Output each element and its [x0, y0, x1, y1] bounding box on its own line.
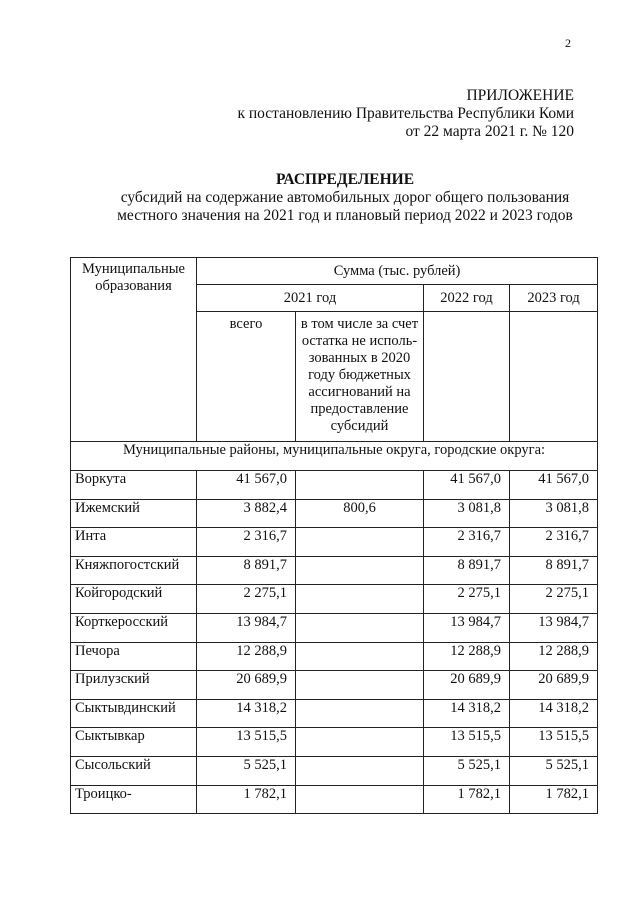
- table-row: [71, 528, 598, 557]
- document-subtitle-line1: субсидий на содержание автомобильных дорог общего пользования: [120, 189, 570, 206]
- cell-2022: 8 891,7: [424, 556, 510, 585]
- header-year-2021: 2021 год: [197, 285, 424, 312]
- table-header: [71, 258, 598, 442]
- cell-municipality: Прилузский: [71, 671, 197, 700]
- cell-total-2021: 20 689,9: [197, 671, 296, 700]
- cell-municipality: Ижемский: [71, 499, 197, 528]
- page-number: 2: [565, 36, 571, 50]
- cell-2022: 5 525,1: [424, 756, 510, 785]
- cell-total-2021: 13 515,5: [197, 728, 296, 757]
- cell-unused-2020: [296, 471, 424, 500]
- table-row: [71, 642, 598, 671]
- cell-2023: 41 567,0: [510, 471, 598, 500]
- cell-municipality: Сысольский: [71, 756, 197, 785]
- header-total: всего: [197, 312, 296, 442]
- cell-2023: 13 984,7: [510, 613, 598, 642]
- cell-2023: 3 081,8: [510, 499, 598, 528]
- header-including-unused: в том числе за счет остатка не исполь-зованных в 2020 году бюджетных ассигнований на предоставление субсидий: [296, 312, 424, 442]
- cell-total-2021: 2 275,1: [197, 585, 296, 614]
- appendix-header: [237, 87, 574, 141]
- cell-2023: 2 316,7: [510, 528, 598, 557]
- table-row: [71, 585, 598, 614]
- table-row: [71, 785, 598, 814]
- table-body: [71, 442, 598, 814]
- cell-total-2021: 12 288,9: [197, 642, 296, 671]
- cell-unused-2020: [296, 785, 424, 814]
- document-subtitle-line2: местного значения на 2021 год и плановый период 2022 и 2023 годов: [117, 207, 573, 224]
- cell-unused-2020: [296, 728, 424, 757]
- cell-2023: 8 891,7: [510, 556, 598, 585]
- cell-2023: 1 782,1: [510, 785, 598, 814]
- header-year-2023: 2023 год: [510, 285, 598, 312]
- table-row: [71, 499, 598, 528]
- cell-2022: 2 316,7: [424, 528, 510, 557]
- group-label: Муниципальные районы, муниципальные округа, городские округа:: [71, 442, 598, 471]
- cell-unused-2020: [296, 642, 424, 671]
- table-row: [71, 671, 598, 700]
- cell-2023: 2 275,1: [510, 585, 598, 614]
- cell-2023: 20 689,9: [510, 671, 598, 700]
- cell-unused-2020: [296, 556, 424, 585]
- table-row: [71, 728, 598, 757]
- cell-2023: 13 515,5: [510, 728, 598, 757]
- appendix-date: от 22 марта 2021 г. № 120: [405, 123, 574, 140]
- cell-municipality: Княжпогостский: [71, 556, 197, 585]
- document-title: РАСПРЕДЕЛЕНИЕ: [275, 171, 415, 188]
- table-row: [71, 556, 598, 585]
- table-row: [71, 613, 598, 642]
- cell-municipality: Сыктывкар: [71, 728, 197, 757]
- cell-unused-2020: [296, 585, 424, 614]
- cell-unused-2020: [296, 699, 424, 728]
- appendix-resolution: к постановлению Правительства Республики Коми: [237, 105, 574, 122]
- cell-total-2021: 2 316,7: [197, 528, 296, 557]
- cell-total-2021: 5 525,1: [197, 756, 296, 785]
- cell-2022: 2 275,1: [424, 585, 510, 614]
- cell-total-2021: 14 318,2: [197, 699, 296, 728]
- cell-municipality: Воркута: [71, 471, 197, 500]
- group-row: [71, 442, 598, 471]
- cell-municipality: Корткеросский: [71, 613, 197, 642]
- cell-2022: 14 318,2: [424, 699, 510, 728]
- cell-2022: 13 984,7: [424, 613, 510, 642]
- subsidies-table: [70, 257, 598, 814]
- table-row: [71, 756, 598, 785]
- cell-total-2021: 1 782,1: [197, 785, 296, 814]
- cell-unused-2020: [296, 613, 424, 642]
- cell-2023: 5 525,1: [510, 756, 598, 785]
- header-year-2022: 2022 год: [424, 285, 510, 312]
- cell-2022: 41 567,0: [424, 471, 510, 500]
- header-municipal: Муниципальные образования: [71, 258, 197, 442]
- cell-total-2021: 41 567,0: [197, 471, 296, 500]
- cell-municipality: Сыктывдинский: [71, 699, 197, 728]
- cell-unused-2020: [296, 756, 424, 785]
- cell-municipality: Койгородский: [71, 585, 197, 614]
- cell-2023: 12 288,9: [510, 642, 598, 671]
- cell-2022: 3 081,8: [424, 499, 510, 528]
- cell-2022: 20 689,9: [424, 671, 510, 700]
- cell-2022: 1 782,1: [424, 785, 510, 814]
- document-title-block: [60, 171, 630, 225]
- cell-unused-2020: 800,6: [296, 499, 424, 528]
- table-row: [71, 471, 598, 500]
- cell-total-2021: 8 891,7: [197, 556, 296, 585]
- appendix-title: ПРИЛОЖЕНИЕ: [466, 87, 574, 104]
- cell-municipality: Печора: [71, 642, 197, 671]
- header-empty-2023: [510, 312, 598, 442]
- cell-total-2021: 3 882,4: [197, 499, 296, 528]
- cell-unused-2020: [296, 671, 424, 700]
- cell-2023: 14 318,2: [510, 699, 598, 728]
- cell-municipality: Инта: [71, 528, 197, 557]
- cell-municipality: Троицко-: [71, 785, 197, 814]
- cell-2022: 12 288,9: [424, 642, 510, 671]
- table-row: [71, 699, 598, 728]
- cell-total-2021: 13 984,7: [197, 613, 296, 642]
- cell-2022: 13 515,5: [424, 728, 510, 757]
- header-empty-2022: [424, 312, 510, 442]
- header-sum: Сумма (тыс. рублей): [197, 258, 598, 285]
- cell-unused-2020: [296, 528, 424, 557]
